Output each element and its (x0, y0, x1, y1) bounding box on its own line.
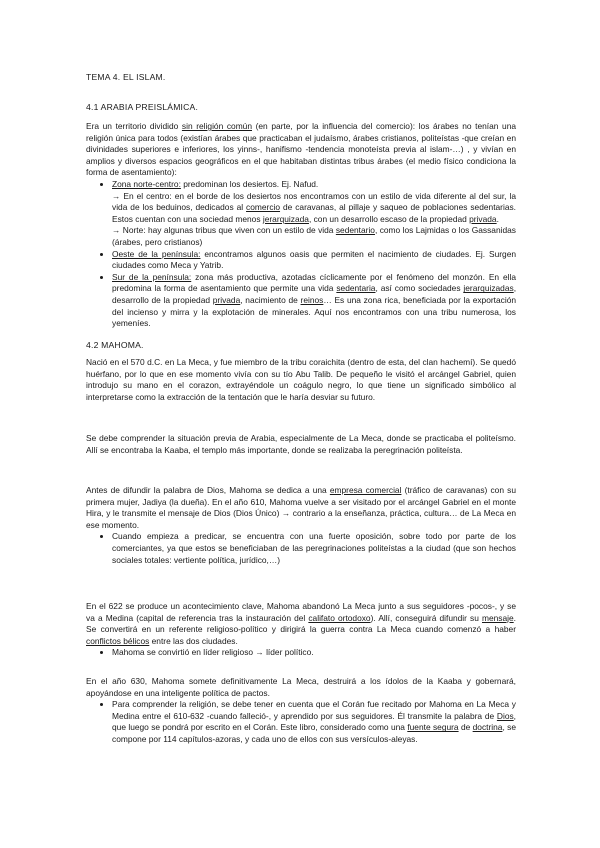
list-item-oposicion: • Cuando empieza a predicar, se encuentra con una fuerte oposición, sobre todo por parte de los comerciantes, ya que estos se beneficiaban de las peregrinaciones politeístas a la ciudad (que son hechos sociales totales: vertiente política, jurídico,…) (112, 531, 516, 566)
paragraph-nacimiento (86, 357, 516, 403)
oposicion-list (86, 531, 516, 566)
paragraph-situacion (86, 433, 516, 456)
list-item-zona-norte-centro: • Zona norte-centro: predominan los desiertos. Ej. Nafud. → En el centro: en el borde de los desiertos nos encontramos con un estilo de vida diferente al del sur, la vida de los beduinos, dedicados al comercio de caravanas, al pillaje y saqueo de poblaciones sedentarias. Estos cuentan con una sociedad menos jerarquizada, con un desarrollo escaso de la propiedad privada. → Norte: hay algunas tribus que viven con un estilo de vida sedentario, como los Lajmidas o los Gassanidas (árabes, pero cristianos) (112, 179, 516, 249)
paragraph-medina: En el 622 se produce un acontecimiento clave, Mahoma abandonó La Meca junto a sus seguidores -pocos-, y se va a Medina (capital de referencia tras la instauración del califato ortodoxo). Allí, conseguirá difundir su mensaje. Se convertirá en un referente religioso-político y dirigirá la guerra contra La Meca cuando comenzó a haber conflictos bélicos entre las dos ciudades. (86, 601, 516, 646)
list-item-lider: • Mahoma se convirtió en líder religioso → líder político. (112, 647, 516, 659)
sub-item-norte: → Norte: hay algunas tribus que viven con un estilo de vida sedentario, como los Lajmidas o los Gassanidas (árabes, pero cristianos) (112, 225, 516, 247)
paragraph-empresa: Antes de difundir la palabra de Dios, Mahoma se dedica a una empresa comercial (tráfico de caravanas) con su primera mujer, Jadiya (la dueña). En el año 610, Mahoma vuelve a ser visitado por el arcángel Gabriel en el monte Hira, y le transmite el mensaje de Dios (Dios Único) → contrario a la enseñanza, práctica, cultura… de La Meca en ese momento. (86, 485, 516, 530)
document-title: TEMA 4. EL ISLAM. (86, 72, 166, 82)
list-item-coran: • Para comprender la religión, se debe tener en cuenta que el Corán fue recitado por Mahoma en La Meca y Medina entre el 610-632 -cuando falleció-, y aprendido por sus seguidores. Él transmite la palabra de Dios, que luego se pondrá por escrito en el Corán. Este libro, considerado como una fuente segura de doctrina, se compone por 114 capítulos-azoras, y cada uno de ellos con sus versículos-aleyas. (112, 699, 516, 745)
list-item-sur: • Sur de la península: zona más productiva, azotadas cíclicamente por el fenómeno del monzón. En ella predomina la forma de asentamiento que permite una vida sedentaria, así como sociedades jerarquizadas, desarrollo de la propiedad privada, nacimiento de reinos… Es una zona rica, beneficiada por la exportación del incienso y mirra y la explotación de minerales. Aquí nos encontramos con una tribu numerosa, los yemeníes. (112, 272, 516, 330)
coran-list (86, 699, 516, 745)
section-heading-mahoma: 4.2 MAHOMA. (86, 340, 144, 350)
section-difusion (86, 485, 516, 566)
paragraph-nacimiento-text: Nació en el 570 d.C. en La Meca, y fue miembro de la tribu coraichita (dentro de esta, del clan hachemí). Se quedó huérfano, por lo que en ese momento vivía con su tío Abu Talib. De pequeño le visitó el arcángel Gabriel, quien introdujo su mano en el corazon, extrayéndole un coágulo negro, lo que tiene un significado simbólico al interpretarse como la extracción de la tentación que le haría desviar su futuro. (86, 357, 516, 402)
section-coran (86, 676, 516, 746)
sub-item-centro: → En el centro: en el borde de los desiertos nos encontramos con un estilo de vida diferente al del sur, la vida de los beduinos, dedicados al comercio de caravanas, al pillaje y saqueo de poblaciones sedentarias. Estos cuentan con una sociedad menos jerarquizada, con un desarrollo escaso de la propiedad privada. (112, 190, 516, 224)
paragraph-situacion-text: Se debe comprender la situación previa de Arabia, especialmente de La Meca, donde se practicaba el politeísmo. Allí se encontraba la Kaaba, el templo más importante, donde se realizaba la peregrinación politeísta. (86, 433, 516, 455)
regions-list (86, 179, 516, 330)
section-medina (86, 601, 516, 659)
paragraph-630: En el año 630, Mahoma somete definitivamente La Meca, destruirá a los ídolos de la Kaaba y gobernará, apoyándose en una inteligente política de pactos. (86, 676, 516, 698)
paragraph-intro: Era un territorio dividido sin religión común (en parte, por la influencia del comercio): los árabes no tenían una religión única para todos (existían árabes que practicaban el judaísmo, árabes cristianos, politeístas -que creían en divinidades superiores e inferiores, los yinns-, hanifismo -tendencia monoteísta previa al islam-…) , y vivían en amplios y diversos espacios geográficos en el que habitaban distintas tribus árabes (el medio físico condiciona la forma de asentamiento): (86, 121, 517, 178)
section-arabia (86, 121, 516, 330)
section-heading-arabia: 4.1 ARABIA PREISLÁMICA. (86, 102, 199, 112)
lider-list (86, 647, 516, 659)
list-item-oeste: • Oeste de la península: encontramos algunos oasis que permiten el nacimiento de ciudades. Ej. Surgen ciudades como Meca y Yatrib. (112, 249, 516, 272)
